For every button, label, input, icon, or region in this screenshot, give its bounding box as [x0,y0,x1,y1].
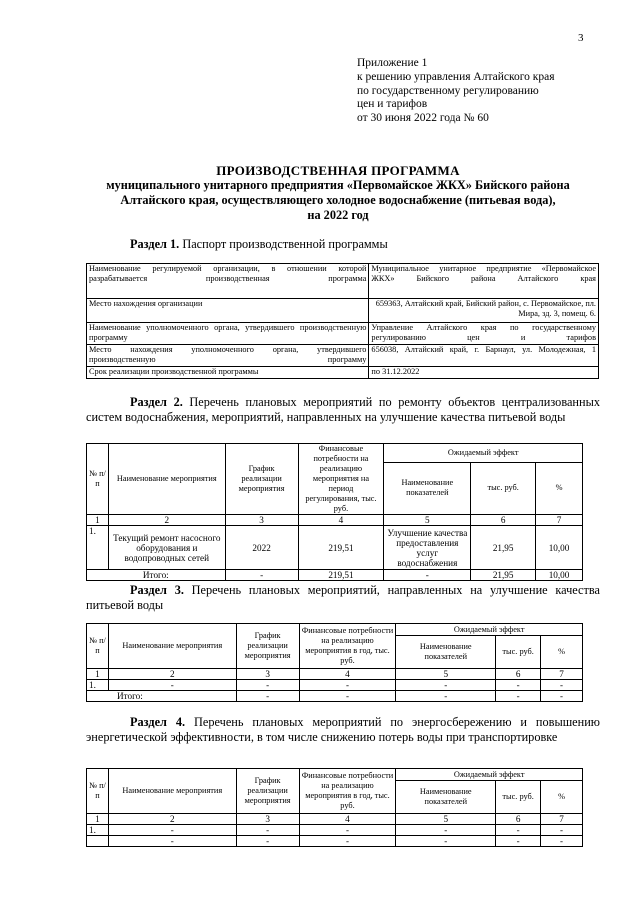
col-number: 2 [108,814,236,825]
table-cell: Наименование регулируемой организации, в отношении которой разрабатывается производственная программа [87,264,369,299]
header-indicator: Наименование показателей [396,781,496,814]
row-indicator: - [396,836,496,847]
header-pct: % [541,636,583,669]
table-cell: по 31.12.2022 [369,367,599,379]
row-schedule: - [236,825,299,836]
header-effect: Ожидаемый эффект [396,624,583,636]
row-num: 1. [87,526,109,570]
table-row [87,299,599,323]
table-header-row [87,624,583,636]
table-cell: 659363, Алтайский край, Бийский район, с. Первомайское, пл. Мира, зд. 3, помещ. 6. [369,299,599,323]
col-number: 4 [298,515,384,526]
header-effect: Ожидаемый эффект [384,444,583,463]
header-indicator: Наименование показателей [384,462,471,514]
section1-number: Раздел 1. [130,237,180,251]
table-cell: Место нахождения уполномоченного органа, утвердившего производственную программу [87,345,369,367]
col-number: 7 [541,669,583,680]
page-number: 3 [578,32,584,44]
col-number: 3 [225,515,298,526]
section2-table [86,443,583,581]
table-cell: Муниципальное унитарное предприятие «Первомайское ЖКХ» Бийского района Алтайского края [369,264,599,299]
col-number: 6 [496,669,541,680]
col-number: 7 [536,515,583,526]
header-indicator: Наименование показателей [396,636,496,669]
section2-text: Перечень плановых мероприятий по ремонту объектов централизованных систем водоснабжения, мероприятий, направленных на улучшение качества питьевой воды [86,395,600,424]
total-finance: 219,51 [298,570,384,581]
row-rub: - [496,825,541,836]
header-rub: тыс. руб. [471,462,536,514]
section4-table [86,768,583,847]
header-schedule: График реализации мероприятия [236,769,299,814]
passport-table [86,263,599,379]
row-pct: - [541,825,583,836]
col-number: 5 [396,669,496,680]
total-label: Итого: [87,570,226,581]
header-schedule: График реализации мероприятия [225,444,298,515]
row-pct: 10,00 [536,526,583,570]
column-number-row [87,515,583,526]
row-schedule: 2022 [225,526,298,570]
appendix-line: по государственному регулированию [357,84,539,97]
section2-heading [86,395,600,424]
total-indicator: - [396,691,496,702]
document-title [38,163,638,223]
header-num: № п/п [87,769,109,814]
table-header-row [87,444,583,463]
col-number: 4 [299,814,396,825]
col-number: 3 [236,669,299,680]
col-number: 1 [87,814,109,825]
appendix-line: от 30 июня 2022 года № 60 [357,112,489,125]
total-rub: - [496,691,541,702]
section3-text: Перечень плановых мероприятий, направленных на улучшение качества питьевой воды [86,583,600,612]
table-header-row [87,769,583,781]
col-number: 1 [87,669,109,680]
table-row [87,345,599,367]
row-name: Текущий ремонт насосного оборудования и водопроводных сетей [108,526,225,570]
row-finance: - [299,836,396,847]
title-line: Алтайского края, осуществляющего холодное водоснабжение (питьевая вода), [120,193,556,207]
section4-text: Перечень плановых мероприятий по энергосбережению и повышению энергетической эффективности, в том числе снижению потерь воды при транспортировке [86,715,600,744]
header-num: № п/п [87,444,109,515]
total-row [87,691,583,702]
col-number: 1 [87,515,109,526]
total-finance: - [299,691,396,702]
col-number: 5 [396,814,496,825]
table-row [87,264,599,299]
table-row [87,680,583,691]
row-rub: - [496,680,541,691]
row-pct: - [541,836,583,847]
appendix-line: цен и тарифов [357,98,428,111]
total-schedule: - [236,691,299,702]
row-rub: - [496,836,541,847]
col-number: 4 [299,669,396,680]
section3-number: Раздел 3. [130,583,184,597]
col-number: 3 [236,814,299,825]
row-pct: - [541,680,583,691]
row-rub: 21,95 [471,526,536,570]
table-row [87,825,583,836]
total-label: Итого: [87,691,237,702]
section4-heading [86,715,600,744]
row-finance: - [299,680,396,691]
header-rub: тыс. руб. [496,781,541,814]
header-finance: Финансовые потребности на реализацию мероприятия в год, тыс. руб. [299,624,396,669]
row-name: - [108,825,236,836]
table-cell: Наименование уполномоченного органа, утвердившего производственную программу [87,323,369,345]
section1-heading [130,237,600,252]
row-indicator: - [396,825,496,836]
header-num: № п/п [87,624,109,669]
header-schedule: График реализации мероприятия [236,624,299,669]
row-name: - [108,680,236,691]
header-pct: % [536,462,583,514]
table-cell: 656038, Алтайский край, г. Барнаул, ул. Молодежная, 1 [369,345,599,367]
section3-heading [86,583,600,612]
section3-table [86,623,583,702]
header-name: Наименование мероприятия [108,769,236,814]
row-num: 1. [87,825,109,836]
col-number: 6 [471,515,536,526]
header-effect: Ожидаемый эффект [396,769,583,781]
total-rub: 21,95 [471,570,536,581]
total-pct: 10,00 [536,570,583,581]
col-number: 6 [496,814,541,825]
row-indicator: - [396,680,496,691]
appendix-block [357,57,555,126]
table-cell: Место нахождения организации [87,299,369,323]
col-number: 7 [541,814,583,825]
table-cell: Управление Алтайского края по государственному регулированию цен и тарифов [369,323,599,345]
header-finance: Финансовые потребности на реализацию мероприятия в год, тыс. руб. [299,769,396,814]
table-row [87,367,599,379]
total-row [87,570,583,581]
total-indicator: - [384,570,471,581]
section4-number: Раздел 4. [130,715,186,729]
appendix-line: Приложение 1 [357,57,428,69]
header-pct: % [541,781,583,814]
col-number: 5 [384,515,471,526]
section1-text: Паспорт производственной программы [179,237,388,251]
row-num [87,836,109,847]
table-row [87,526,583,570]
title-line: на 2022 год [307,208,369,222]
col-number: 2 [108,669,236,680]
table-row [87,323,599,345]
row-schedule: - [236,680,299,691]
row-indicator: Улучшение качества предоставления услуг водоснабжения [384,526,471,570]
section2-number: Раздел 2. [130,395,183,409]
row-name: - [108,836,236,847]
column-number-row [87,814,583,825]
header-name: Наименование мероприятия [108,444,225,515]
row-num: 1. [87,680,109,691]
header-name: Наименование мероприятия [108,624,236,669]
col-number: 2 [108,515,225,526]
appendix-line: к решению управления Алтайского края [357,70,555,83]
title-line: муниципального унитарного предприятия «Первомайское ЖКХ» Бийского района [106,178,570,192]
column-number-row [87,669,583,680]
title-line: ПРОИЗВОДСТВЕННАЯ ПРОГРАММА [216,163,460,178]
header-finance: Финансовые потребности на реализацию мероприятия на период регулирования, тыс. руб. [298,444,384,515]
table-row [87,836,583,847]
total-schedule: - [225,570,298,581]
row-finance: 219,51 [298,526,384,570]
table-cell: Срок реализации производственной программы [87,367,369,379]
header-rub: тыс. руб. [496,636,541,669]
row-schedule: - [236,836,299,847]
row-finance: - [299,825,396,836]
total-pct: - [541,691,583,702]
